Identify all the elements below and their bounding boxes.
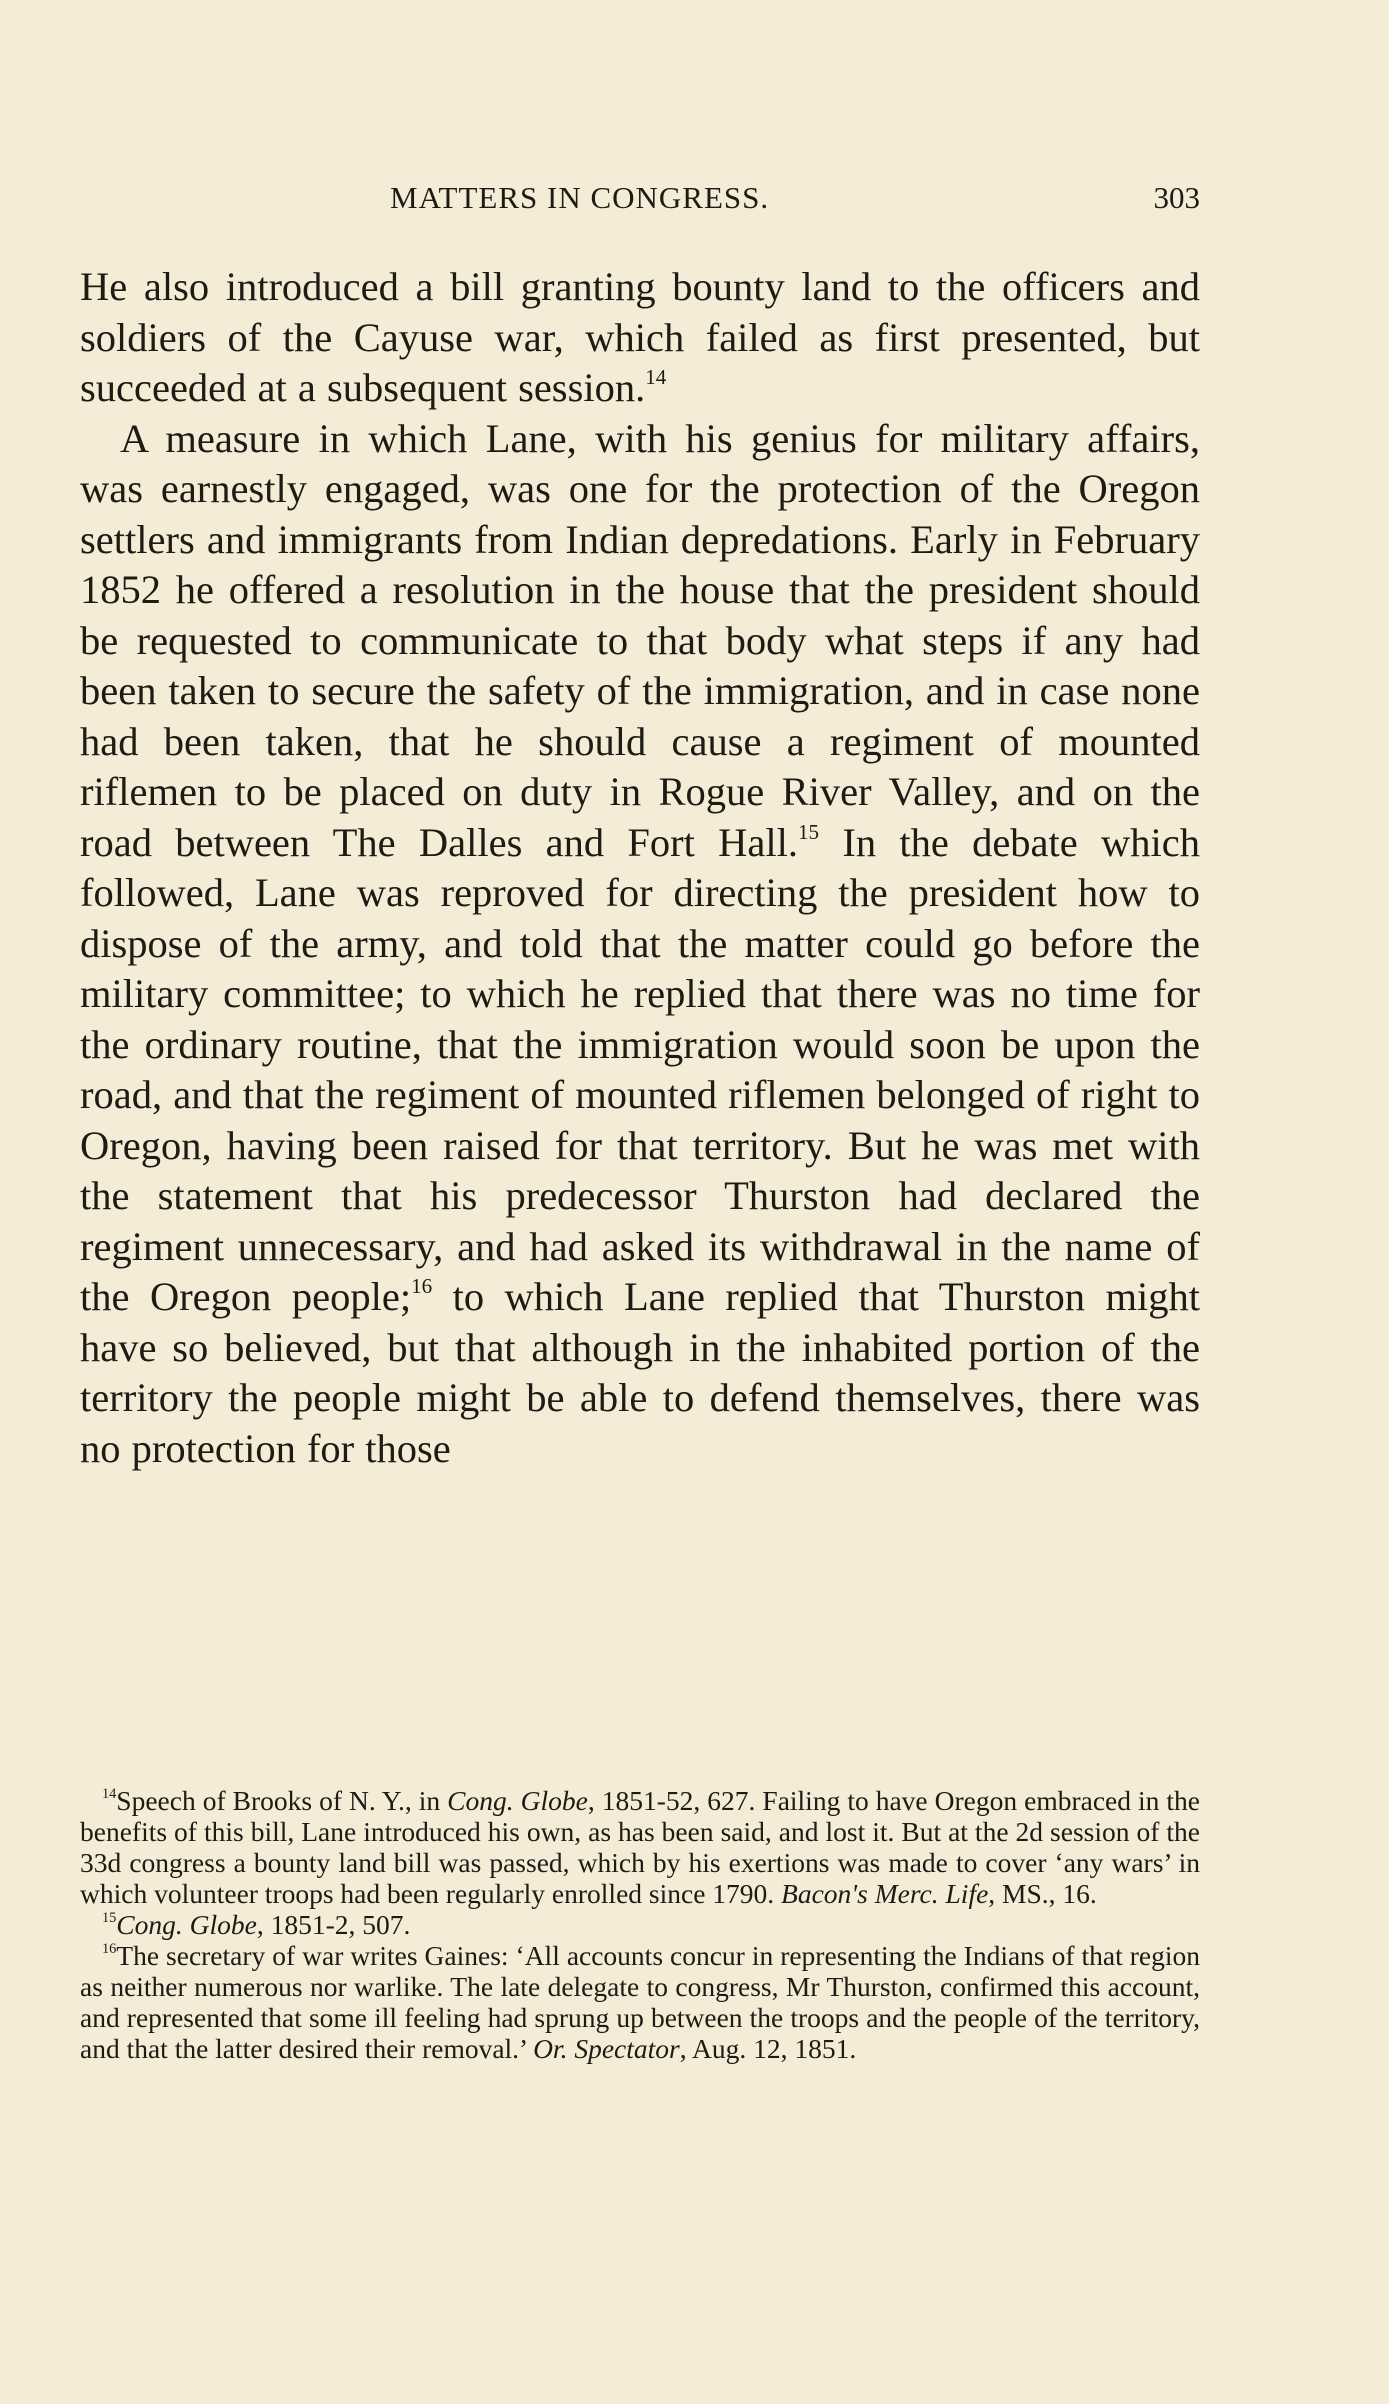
footnote-ref-16: 16 [411,1274,433,1299]
footnote-15-text: , 1851-2, 507. [256,1909,411,1940]
paragraph-2-part-1: A measure in which Lane, with his genius for military affairs, was earnestly engaged, was one for the protection of the Oregon settlers and immigrants from Indian depredations. Early in February 1852 he offered a resolution in the house that the president should be requested to communicate to that body what steps if any had been taken to secure the safety of the immigration, and in case none had been taken, that he should cause a regiment of mounted riflemen to be placed on duty in Rogue River Valley, and on the road between The Dalles and Fort Hall. [80,415,1200,865]
footnote-15-source: Cong. Globe [116,1909,257,1940]
running-title: MATTERS IN CONGRESS. [390,180,770,215]
footnotes [80,1785,1200,2285]
footnote-ref-14: 14 [645,365,667,390]
footnote-16-text-a: The secretary of war writes Gaines: ‘All accounts concur in representing the Indians of that region as neither numerous nor warlike. The late delegate to congress, Mr Thurston, confirmed this account, and represented that some ill feeling had sprung up between the troops and the people of the territory, and that the latter desired their removal.’ [80,1940,1200,2064]
footnote-14-text-a: Speech of Brooks of N. Y., in [116,1785,448,1816]
footnote-14-source-b: Bacon's Merc. Life [781,1878,989,1909]
footnote-ref-15: 15 [798,819,820,844]
paragraph-1 [80,262,1200,414]
body-text [80,262,1200,1782]
page-number: 303 [1153,180,1200,215]
footnote-14-source-a: Cong. Globe [447,1785,588,1816]
footnote-16-number: 16 [102,1941,117,1958]
paragraph-2 [80,414,1200,1475]
footnote-16-text-b: , Aug. 12, 1851. [679,2033,857,2064]
running-head [80,180,1200,230]
footnote-14-text-c: , MS., 16. [988,1878,1097,1909]
footnote-14-number: 14 [102,1786,117,1803]
footnote-14-text-b: , 1851-52, 627. Failing to have Oregon embraced in the benefits of this bill, Lane introduced his own, as has been said, and lost it. But at the 2d session of the 33d congress a bounty land bill was passed, which by his exertions was made to cover ‘any wars’ in which volunteer troops had been regularly enrolled since 1790. [80,1785,1200,1909]
footnote-14 [80,1785,1200,1909]
paragraph-2-part-2: In the debate which followed, Lane was reproved for directing the president how to dispose of the army, and told that the matter could go before the military committee; to which he replied that there was no time for the ordinary routine, that the immigration would soon be upon the road, and that the regiment of mounted riflemen belonged of right to Oregon, having been raised for that territory. But he was met with the statement that his predecessor Thurston had declared the regiment unnecessary, and had asked its withdrawal in the name of the Oregon people; [80,819,1200,1319]
paragraph-1-text: He also introduced a bill granting bounty land to the officers and soldiers of the Cayuse war, which failed as first presented, but succeeded at a subsequent session. [80,264,1200,410]
footnote-15-number: 15 [102,1910,117,1927]
paragraph-2-part-3: to which Lane replied that Thurston might have so believed, but that although in the inhabited portion of the territory the people might be able to defend themselves, there was no protection for those [80,1274,1200,1471]
footnote-16-source: Or. Spectator [533,2033,680,2064]
footnote-16 [80,1940,1200,2064]
footnote-15 [80,1909,1200,1940]
